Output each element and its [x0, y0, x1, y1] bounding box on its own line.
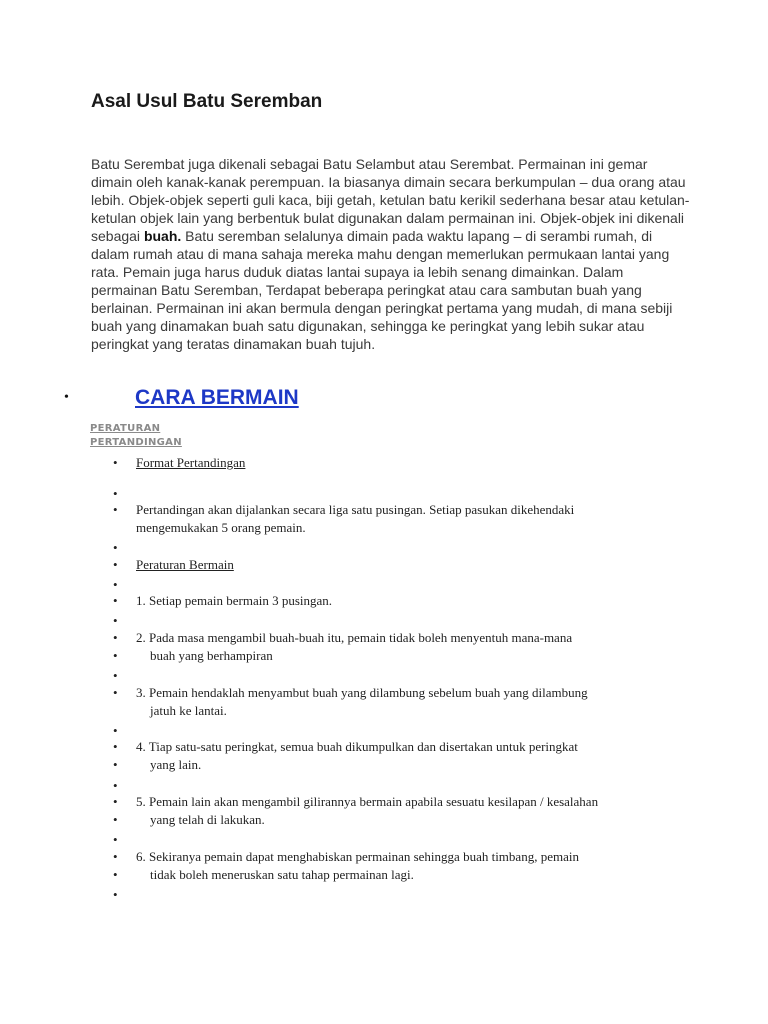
- bullet-point: •: [113, 887, 118, 902]
- bullet-point: •: [113, 502, 118, 517]
- intro-text-start: Batu Serembat juga dikenali sebagai Batu Selambut atau Serembat. Permainan ini gemar dimain oleh kanak-kanak perempuan. Ia biasanya dimain secara berkumpulan – dua orang atau lebih. Objek-objek seperti guli kaca, biji getah, ketulan batu kerikil sederhana besar atau ketulan-ketulan objek lain yang berbentuk bulat digunakan dalam permainan ini. Objek-objek ini dikenali sebagai: [91, 156, 690, 244]
- bullet-point: •: [113, 593, 118, 608]
- rule-text: buah yang berhampiran: [150, 648, 273, 663]
- bullet-point: •: [113, 849, 118, 864]
- bullet-point: •: [113, 723, 118, 738]
- rule-text: 6. Sekiranya pemain dapat menghabiskan permainan sehingga buah timbang, pemain: [136, 849, 579, 864]
- bullet-point: •: [113, 832, 118, 847]
- bullet-point: •: [113, 455, 118, 470]
- intro-text-end: Batu seremban selalunya dimain pada waktu lapang – di serambi rumah, di dalam rumah atau di mana sahaja mereka mahu dengan memerlukan permukaan lantai yang rata. Pemain juga harus duduk diatas lantai supaya ia lebih senang dimainkan. Dalam permainan Batu Seremban, Terdapat beberapa peringkat atau cara sambutan buah yang berlainan. Permainan ini akan bermula dengan peringkat pertama yang mudah, di mana sebiji buah yang dinamakan buah satu digunakan, sehingga ke peringkat yang lebih sukar atau peringkat yang teratas dinamakan buah tujuh.: [91, 228, 673, 352]
- rule-text: yang telah di lakukan.: [150, 812, 265, 827]
- peraturan-line-2: PERTANDINGAN: [90, 437, 182, 448]
- bullet-point: •: [113, 540, 118, 555]
- peraturan-pertandingan-link[interactable]: [90, 422, 210, 450]
- bullet-point: •: [113, 557, 118, 572]
- page-title: Asal Usul Batu Seremban: [91, 91, 323, 112]
- intro-bold-term: buah.: [143, 228, 182, 244]
- rule-heading-link[interactable]: Peraturan Bermain: [136, 557, 234, 572]
- rule-text: 1. Setiap pemain bermain 3 pusingan.: [136, 593, 333, 608]
- bullet-point: •: [113, 668, 118, 683]
- rule-text: mengemukakan 5 orang pemain.: [136, 520, 306, 535]
- rule-text: 4. Tiap satu-satu peringkat, semua buah dikumpulkan dan disertakan untuk peringkat: [136, 739, 578, 754]
- bullet-point: •: [113, 577, 118, 592]
- bullet-point: •: [113, 812, 118, 827]
- rule-text: 5. Pemain lain akan mengambil gilirannya bermain apabila sesuatu kesilapan / kesalahan: [136, 794, 599, 809]
- rule-text: tidak boleh meneruskan satu tahap permainan lagi.: [150, 867, 414, 882]
- bullet-point: •: [113, 794, 118, 809]
- bullet-point: •: [113, 778, 118, 793]
- cara-bermain-link[interactable]: CARA BERMAIN: [135, 386, 299, 409]
- intro-paragraph: [91, 155, 691, 353]
- bullet-point: •: [113, 867, 118, 882]
- bullet-point: •: [113, 613, 118, 628]
- rule-text: jatuh ke lantai.: [150, 703, 227, 718]
- section-bullet: •: [64, 390, 69, 405]
- bullet-point: •: [113, 757, 118, 772]
- bullet-point: •: [113, 486, 118, 501]
- rule-text: 3. Pemain hendaklah menyambut buah yang dilambung sebelum buah yang dilambung: [136, 685, 588, 700]
- bullet-point: •: [113, 648, 118, 663]
- bullet-point: •: [113, 685, 118, 700]
- bullet-point: •: [113, 630, 118, 645]
- rule-text: Pertandingan akan dijalankan secara liga satu pusingan. Setiap pasukan dikehendaki: [136, 502, 575, 517]
- rule-text: yang lain.: [150, 757, 202, 772]
- peraturan-line-1: PERATURAN: [90, 423, 161, 434]
- bullet-point: •: [113, 739, 118, 754]
- rule-text: 2. Pada masa mengambil buah-buah itu, pemain tidak boleh menyentuh mana-mana: [136, 630, 573, 645]
- rule-heading-link[interactable]: Format Pertandingan: [136, 455, 246, 470]
